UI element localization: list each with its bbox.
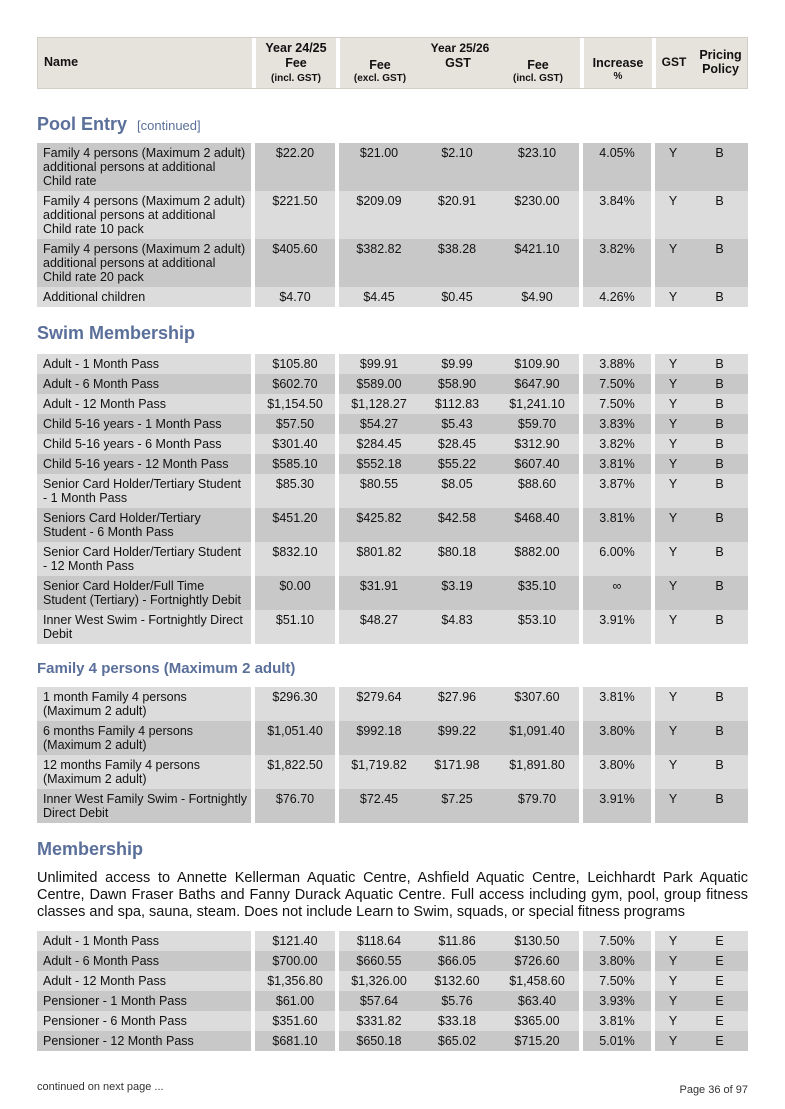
header-pricing-policy: Pricing Policy <box>699 48 742 76</box>
cell-increase: 3.88% <box>579 354 651 374</box>
cell-fee-excl: $552.18 <box>335 454 419 474</box>
cell-gst: $42.58 <box>419 508 495 542</box>
cell-fee-excl: $1,128.27 <box>335 394 419 414</box>
header-fee-incl-sub: (incl. GST) <box>513 73 563 84</box>
cell-name: Pensioner - 12 Month Pass <box>37 1031 251 1051</box>
cell-gst-flag: Y <box>651 789 691 823</box>
cell-pricing-policy: E <box>691 991 748 1011</box>
cell-fee-incl: $607.40 <box>495 454 579 474</box>
cell-gst-flag: Y <box>651 687 691 721</box>
cell-fee-prev: $221.50 <box>251 191 335 239</box>
cell-gst-flag: Y <box>651 610 691 644</box>
header-fee-excl: Fee <box>369 58 391 72</box>
cell-name: Family 4 persons (Maximum 2 adult) additional persons at additional Child rate 10 pack <box>37 191 251 239</box>
cell-increase: 3.81% <box>579 508 651 542</box>
cell-increase: 3.81% <box>579 1011 651 1031</box>
cell-fee-excl: $801.82 <box>335 542 419 576</box>
cell-name: Pensioner - 6 Month Pass <box>37 1011 251 1031</box>
cell-fee-incl: $53.10 <box>495 610 579 644</box>
table-header <box>37 37 748 89</box>
cell-gst-flag: Y <box>651 191 691 239</box>
family-table <box>37 687 748 823</box>
cell-fee-incl: $79.70 <box>495 789 579 823</box>
cell-fee-prev: $585.10 <box>251 454 335 474</box>
membership-description: Unlimited access to Annette Kellerman Aquatic Centre, Ashfield Aquatic Centre, Leichhardt Park Aquatic Centre, Dawn Fraser Baths and Fanny Durack Aquatic Centre. Full access including gym, pool, group fitness classes and spa, sauna, steam. Does not include Learn to Swim, squads, or special fitness programs <box>37 870 748 920</box>
header-fee-excl-cell <box>340 56 420 86</box>
header-increase-label: Increase <box>592 56 644 70</box>
cell-increase: 3.84% <box>579 191 651 239</box>
cell-fee-prev: $22.20 <box>251 143 335 191</box>
cell-fee-prev: $85.30 <box>251 474 335 508</box>
cell-fee-excl: $1,719.82 <box>335 755 419 789</box>
cell-gst-flag: Y <box>651 1011 691 1031</box>
table-row <box>37 1031 748 1051</box>
cell-gst: $8.05 <box>419 474 495 508</box>
table-row <box>37 1011 748 1031</box>
cell-fee-prev: $51.10 <box>251 610 335 644</box>
cell-fee-incl: $715.20 <box>495 1031 579 1051</box>
cell-fee-excl: $118.64 <box>335 931 419 951</box>
cell-name: Inner West Family Swim - Fortnightly Direct Debit <box>37 789 251 823</box>
cell-increase: 3.82% <box>579 434 651 454</box>
table-row <box>37 789 748 823</box>
cell-fee-incl: $647.90 <box>495 374 579 394</box>
continued-note: continued on next page ... <box>37 1081 164 1093</box>
cell-fee-incl: $59.70 <box>495 414 579 434</box>
cell-fee-excl: $72.45 <box>335 789 419 823</box>
pool-entry-title: Pool Entry <box>37 114 128 134</box>
cell-name: Senior Card Holder/Tertiary Student - 1 Month Pass <box>37 474 251 508</box>
cell-pricing-policy: E <box>691 1011 748 1031</box>
cell-name: Child 5-16 years - 12 Month Pass <box>37 454 251 474</box>
section-title-membership: Membership <box>37 839 144 859</box>
cell-fee-incl: $726.60 <box>495 951 579 971</box>
cell-name: Inner West Swim - Fortnightly Direct Debit <box>37 610 251 644</box>
cell-name: 12 months Family 4 persons (Maximum 2 adult) <box>37 755 251 789</box>
cell-gst-flag: Y <box>651 414 691 434</box>
cell-pricing-policy: E <box>691 971 748 991</box>
cell-fee-excl: $21.00 <box>335 143 419 191</box>
header-year-curr <box>336 38 580 88</box>
table-row <box>37 394 748 414</box>
header-increase <box>580 38 652 88</box>
cell-fee-excl: $660.55 <box>335 951 419 971</box>
header-name: Name <box>44 55 79 69</box>
cell-gst: $112.83 <box>419 394 495 414</box>
table-row <box>37 374 748 394</box>
cell-gst: $11.86 <box>419 931 495 951</box>
cell-fee-excl: $650.18 <box>335 1031 419 1051</box>
section-title-pool-entry <box>37 114 748 135</box>
cell-fee-incl: $23.10 <box>495 143 579 191</box>
cell-fee-incl: $468.40 <box>495 508 579 542</box>
header-fee-excl-sub: (excl. GST) <box>353 73 407 84</box>
cell-name: Senior Card Holder/Full Time Student (Tertiary) - Fortnightly Debit <box>37 576 251 610</box>
cell-name: Additional children <box>37 287 251 307</box>
pool-entry-table <box>37 143 748 307</box>
cell-fee-prev: $61.00 <box>251 991 335 1011</box>
cell-name: Senior Card Holder/Tertiary Student - 12 Month Pass <box>37 542 251 576</box>
cell-fee-excl: $48.27 <box>335 610 419 644</box>
table-row <box>37 755 748 789</box>
cell-fee-excl: $589.00 <box>335 374 419 394</box>
header-year-prev-label: Year 24/25 <box>265 41 327 55</box>
cell-fee-prev: $681.10 <box>251 1031 335 1051</box>
table-row <box>37 239 748 287</box>
cell-gst-flag: Y <box>651 971 691 991</box>
header-fee-incl-cell <box>496 56 580 86</box>
cell-fee-prev: $76.70 <box>251 789 335 823</box>
cell-increase: 3.80% <box>579 951 651 971</box>
cell-fee-prev: $700.00 <box>251 951 335 971</box>
cell-increase: 3.93% <box>579 991 651 1011</box>
cell-gst: $5.76 <box>419 991 495 1011</box>
cell-name: Seniors Card Holder/Tertiary Student - 6 Month Pass <box>37 508 251 542</box>
cell-fee-incl: $365.00 <box>495 1011 579 1031</box>
cell-fee-incl: $230.00 <box>495 191 579 239</box>
cell-pricing-policy: E <box>691 951 748 971</box>
cell-gst-flag: Y <box>651 474 691 508</box>
cell-increase: 3.87% <box>579 474 651 508</box>
cell-name: Adult - 1 Month Pass <box>37 354 251 374</box>
table-row <box>37 508 748 542</box>
table-row <box>37 951 748 971</box>
cell-fee-excl: $331.82 <box>335 1011 419 1031</box>
cell-pricing-policy: B <box>691 721 748 755</box>
table-row <box>37 354 748 374</box>
header-year-prev <box>252 38 336 88</box>
header-year-curr-label: Year 25/26 <box>430 41 490 55</box>
cell-fee-excl: $31.91 <box>335 576 419 610</box>
membership-table <box>37 931 748 1051</box>
header-fee-prev: Fee <box>285 56 307 70</box>
cell-gst-flag: Y <box>651 434 691 454</box>
cell-fee-prev: $405.60 <box>251 239 335 287</box>
cell-fee-prev: $1,051.40 <box>251 721 335 755</box>
header-fee-incl: Fee <box>527 58 549 72</box>
header-gst-cell <box>420 56 496 86</box>
cell-pricing-policy: B <box>691 414 748 434</box>
cell-pricing-policy: B <box>691 542 748 576</box>
cell-name: Adult - 6 Month Pass <box>37 951 251 971</box>
cell-increase: 6.00% <box>579 542 651 576</box>
cell-gst: $58.90 <box>419 374 495 394</box>
cell-gst: $33.18 <box>419 1011 495 1031</box>
cell-pricing-policy: B <box>691 454 748 474</box>
cell-gst-flag: Y <box>651 755 691 789</box>
cell-gst-flag: Y <box>651 374 691 394</box>
section-title-swim-membership: Swim Membership <box>37 323 196 343</box>
cell-increase: 4.26% <box>579 287 651 307</box>
cell-gst: $28.45 <box>419 434 495 454</box>
cell-fee-excl: $382.82 <box>335 239 419 287</box>
cell-fee-excl: $1,326.00 <box>335 971 419 991</box>
cell-fee-prev: $1,822.50 <box>251 755 335 789</box>
cell-increase: 3.91% <box>579 610 651 644</box>
table-row <box>37 610 748 644</box>
cell-gst: $80.18 <box>419 542 495 576</box>
cell-fee-incl: $109.90 <box>495 354 579 374</box>
cell-increase: 3.80% <box>579 721 651 755</box>
cell-name: 1 month Family 4 persons (Maximum 2 adult) <box>37 687 251 721</box>
cell-pricing-policy: B <box>691 789 748 823</box>
cell-fee-incl: $130.50 <box>495 931 579 951</box>
cell-gst: $7.25 <box>419 789 495 823</box>
cell-fee-excl: $80.55 <box>335 474 419 508</box>
cell-name: Child 5-16 years - 1 Month Pass <box>37 414 251 434</box>
cell-gst: $4.83 <box>419 610 495 644</box>
cell-gst-flag: Y <box>651 931 691 951</box>
cell-pricing-policy: B <box>691 434 748 454</box>
cell-fee-incl: $88.60 <box>495 474 579 508</box>
cell-fee-prev: $602.70 <box>251 374 335 394</box>
header-year-curr-cols <box>340 56 580 86</box>
cell-pricing-policy: B <box>691 610 748 644</box>
cell-fee-incl: $312.90 <box>495 434 579 454</box>
cell-pricing-policy: B <box>691 239 748 287</box>
cell-gst-flag: Y <box>651 1031 691 1051</box>
cell-fee-prev: $296.30 <box>251 687 335 721</box>
table-row <box>37 287 748 307</box>
cell-gst: $20.91 <box>419 191 495 239</box>
cell-gst: $2.10 <box>419 143 495 191</box>
cell-increase: 7.50% <box>579 931 651 951</box>
cell-gst: $99.22 <box>419 721 495 755</box>
cell-fee-excl: $209.09 <box>335 191 419 239</box>
cell-gst: $132.60 <box>419 971 495 991</box>
cell-fee-excl: $279.64 <box>335 687 419 721</box>
table-row <box>37 414 748 434</box>
cell-name: 6 months Family 4 persons (Maximum 2 adult) <box>37 721 251 755</box>
header-increase-sub: % <box>613 71 623 82</box>
cell-pricing-policy: E <box>691 931 748 951</box>
cell-gst: $9.99 <box>419 354 495 374</box>
cell-gst-flag: Y <box>651 721 691 755</box>
cell-fee-prev: $1,356.80 <box>251 971 335 991</box>
cell-pricing-policy: E <box>691 1031 748 1051</box>
cell-increase: 4.05% <box>579 143 651 191</box>
cell-fee-incl: $1,458.60 <box>495 971 579 991</box>
cell-gst-flag: Y <box>651 508 691 542</box>
fee-schedule-page <box>37 37 748 1051</box>
section-title-family: Family 4 persons (Maximum 2 adult) <box>37 660 296 677</box>
table-row <box>37 434 748 454</box>
cell-pricing-policy: B <box>691 508 748 542</box>
cell-gst: $66.05 <box>419 951 495 971</box>
table-row <box>37 687 748 721</box>
cell-gst-flag: Y <box>651 576 691 610</box>
table-row <box>37 576 748 610</box>
cell-fee-prev: $351.60 <box>251 1011 335 1031</box>
table-row <box>37 721 748 755</box>
cell-gst-flag: Y <box>651 239 691 287</box>
cell-increase: 3.91% <box>579 789 651 823</box>
cell-fee-incl: $307.60 <box>495 687 579 721</box>
cell-gst: $55.22 <box>419 454 495 474</box>
cell-name: Family 4 persons (Maximum 2 adult) additional persons at additional Child rate <box>37 143 251 191</box>
cell-fee-excl: $4.45 <box>335 287 419 307</box>
cell-name: Adult - 12 Month Pass <box>37 394 251 414</box>
cell-fee-excl: $99.91 <box>335 354 419 374</box>
cell-fee-incl: $421.10 <box>495 239 579 287</box>
cell-fee-incl: $1,891.80 <box>495 755 579 789</box>
table-row <box>37 474 748 508</box>
cell-gst-flag: Y <box>651 542 691 576</box>
cell-fee-prev: $451.20 <box>251 508 335 542</box>
cell-increase: 7.50% <box>579 374 651 394</box>
cell-pricing-policy: B <box>691 354 748 374</box>
cell-increase: 7.50% <box>579 394 651 414</box>
table-row <box>37 542 748 576</box>
table-row <box>37 143 748 191</box>
cell-fee-prev: $57.50 <box>251 414 335 434</box>
cell-pricing-policy: B <box>691 191 748 239</box>
cell-gst: $38.28 <box>419 239 495 287</box>
cell-increase: ∞ <box>579 576 651 610</box>
cell-gst: $171.98 <box>419 755 495 789</box>
cell-gst-flag: Y <box>651 454 691 474</box>
cell-name: Family 4 persons (Maximum 2 adult) additional persons at additional Child rate 20 pack <box>37 239 251 287</box>
cell-pricing-policy: B <box>691 394 748 414</box>
cell-name: Adult - 1 Month Pass <box>37 931 251 951</box>
cell-fee-prev: $832.10 <box>251 542 335 576</box>
cell-fee-excl: $425.82 <box>335 508 419 542</box>
cell-fee-prev: $121.40 <box>251 931 335 951</box>
cell-gst-flag: Y <box>651 287 691 307</box>
cell-increase: 7.50% <box>579 971 651 991</box>
cell-fee-prev: $301.40 <box>251 434 335 454</box>
cell-gst-flag: Y <box>651 991 691 1011</box>
cell-name: Child 5-16 years - 6 Month Pass <box>37 434 251 454</box>
cell-name: Pensioner - 1 Month Pass <box>37 991 251 1011</box>
header-gst: GST <box>445 56 471 70</box>
header-fee-prev-sub: (incl. GST) <box>271 73 321 84</box>
cell-fee-excl: $992.18 <box>335 721 419 755</box>
continued-label: [continued] <box>137 118 201 133</box>
cell-increase: 3.80% <box>579 755 651 789</box>
cell-increase: 3.82% <box>579 239 651 287</box>
cell-increase: 5.01% <box>579 1031 651 1051</box>
cell-gst: $27.96 <box>419 687 495 721</box>
cell-pricing-policy: B <box>691 374 748 394</box>
table-row <box>37 191 748 239</box>
cell-gst-flag: Y <box>651 143 691 191</box>
table-row <box>37 454 748 474</box>
cell-gst-flag: Y <box>651 354 691 374</box>
cell-name: Adult - 12 Month Pass <box>37 971 251 991</box>
page-footer <box>37 1081 748 1096</box>
cell-fee-incl: $1,241.10 <box>495 394 579 414</box>
cell-pricing-policy: B <box>691 474 748 508</box>
cell-fee-excl: $54.27 <box>335 414 419 434</box>
swim-membership-table <box>37 354 748 644</box>
cell-gst: $0.45 <box>419 287 495 307</box>
cell-fee-prev: $4.70 <box>251 287 335 307</box>
cell-increase: 3.83% <box>579 414 651 434</box>
cell-fee-excl: $284.45 <box>335 434 419 454</box>
cell-pricing-policy: B <box>691 143 748 191</box>
header-gst-col: GST <box>652 38 692 88</box>
cell-fee-incl: $882.00 <box>495 542 579 576</box>
cell-pricing-policy: B <box>691 287 748 307</box>
cell-fee-prev: $1,154.50 <box>251 394 335 414</box>
cell-fee-excl: $57.64 <box>335 991 419 1011</box>
cell-fee-incl: $63.40 <box>495 991 579 1011</box>
cell-fee-incl: $1,091.40 <box>495 721 579 755</box>
cell-pricing-policy: B <box>691 755 748 789</box>
cell-increase: 3.81% <box>579 687 651 721</box>
cell-name: Adult - 6 Month Pass <box>37 374 251 394</box>
page-number: Page 36 of 97 <box>679 1084 748 1096</box>
cell-fee-incl: $4.90 <box>495 287 579 307</box>
cell-increase: 3.81% <box>579 454 651 474</box>
cell-pricing-policy: B <box>691 576 748 610</box>
table-row <box>37 971 748 991</box>
cell-gst: $65.02 <box>419 1031 495 1051</box>
cell-gst-flag: Y <box>651 951 691 971</box>
cell-fee-incl: $35.10 <box>495 576 579 610</box>
cell-gst-flag: Y <box>651 394 691 414</box>
cell-pricing-policy: B <box>691 687 748 721</box>
cell-fee-prev: $105.80 <box>251 354 335 374</box>
table-row <box>37 991 748 1011</box>
table-row <box>37 931 748 951</box>
cell-fee-prev: $0.00 <box>251 576 335 610</box>
cell-gst: $3.19 <box>419 576 495 610</box>
cell-gst: $5.43 <box>419 414 495 434</box>
